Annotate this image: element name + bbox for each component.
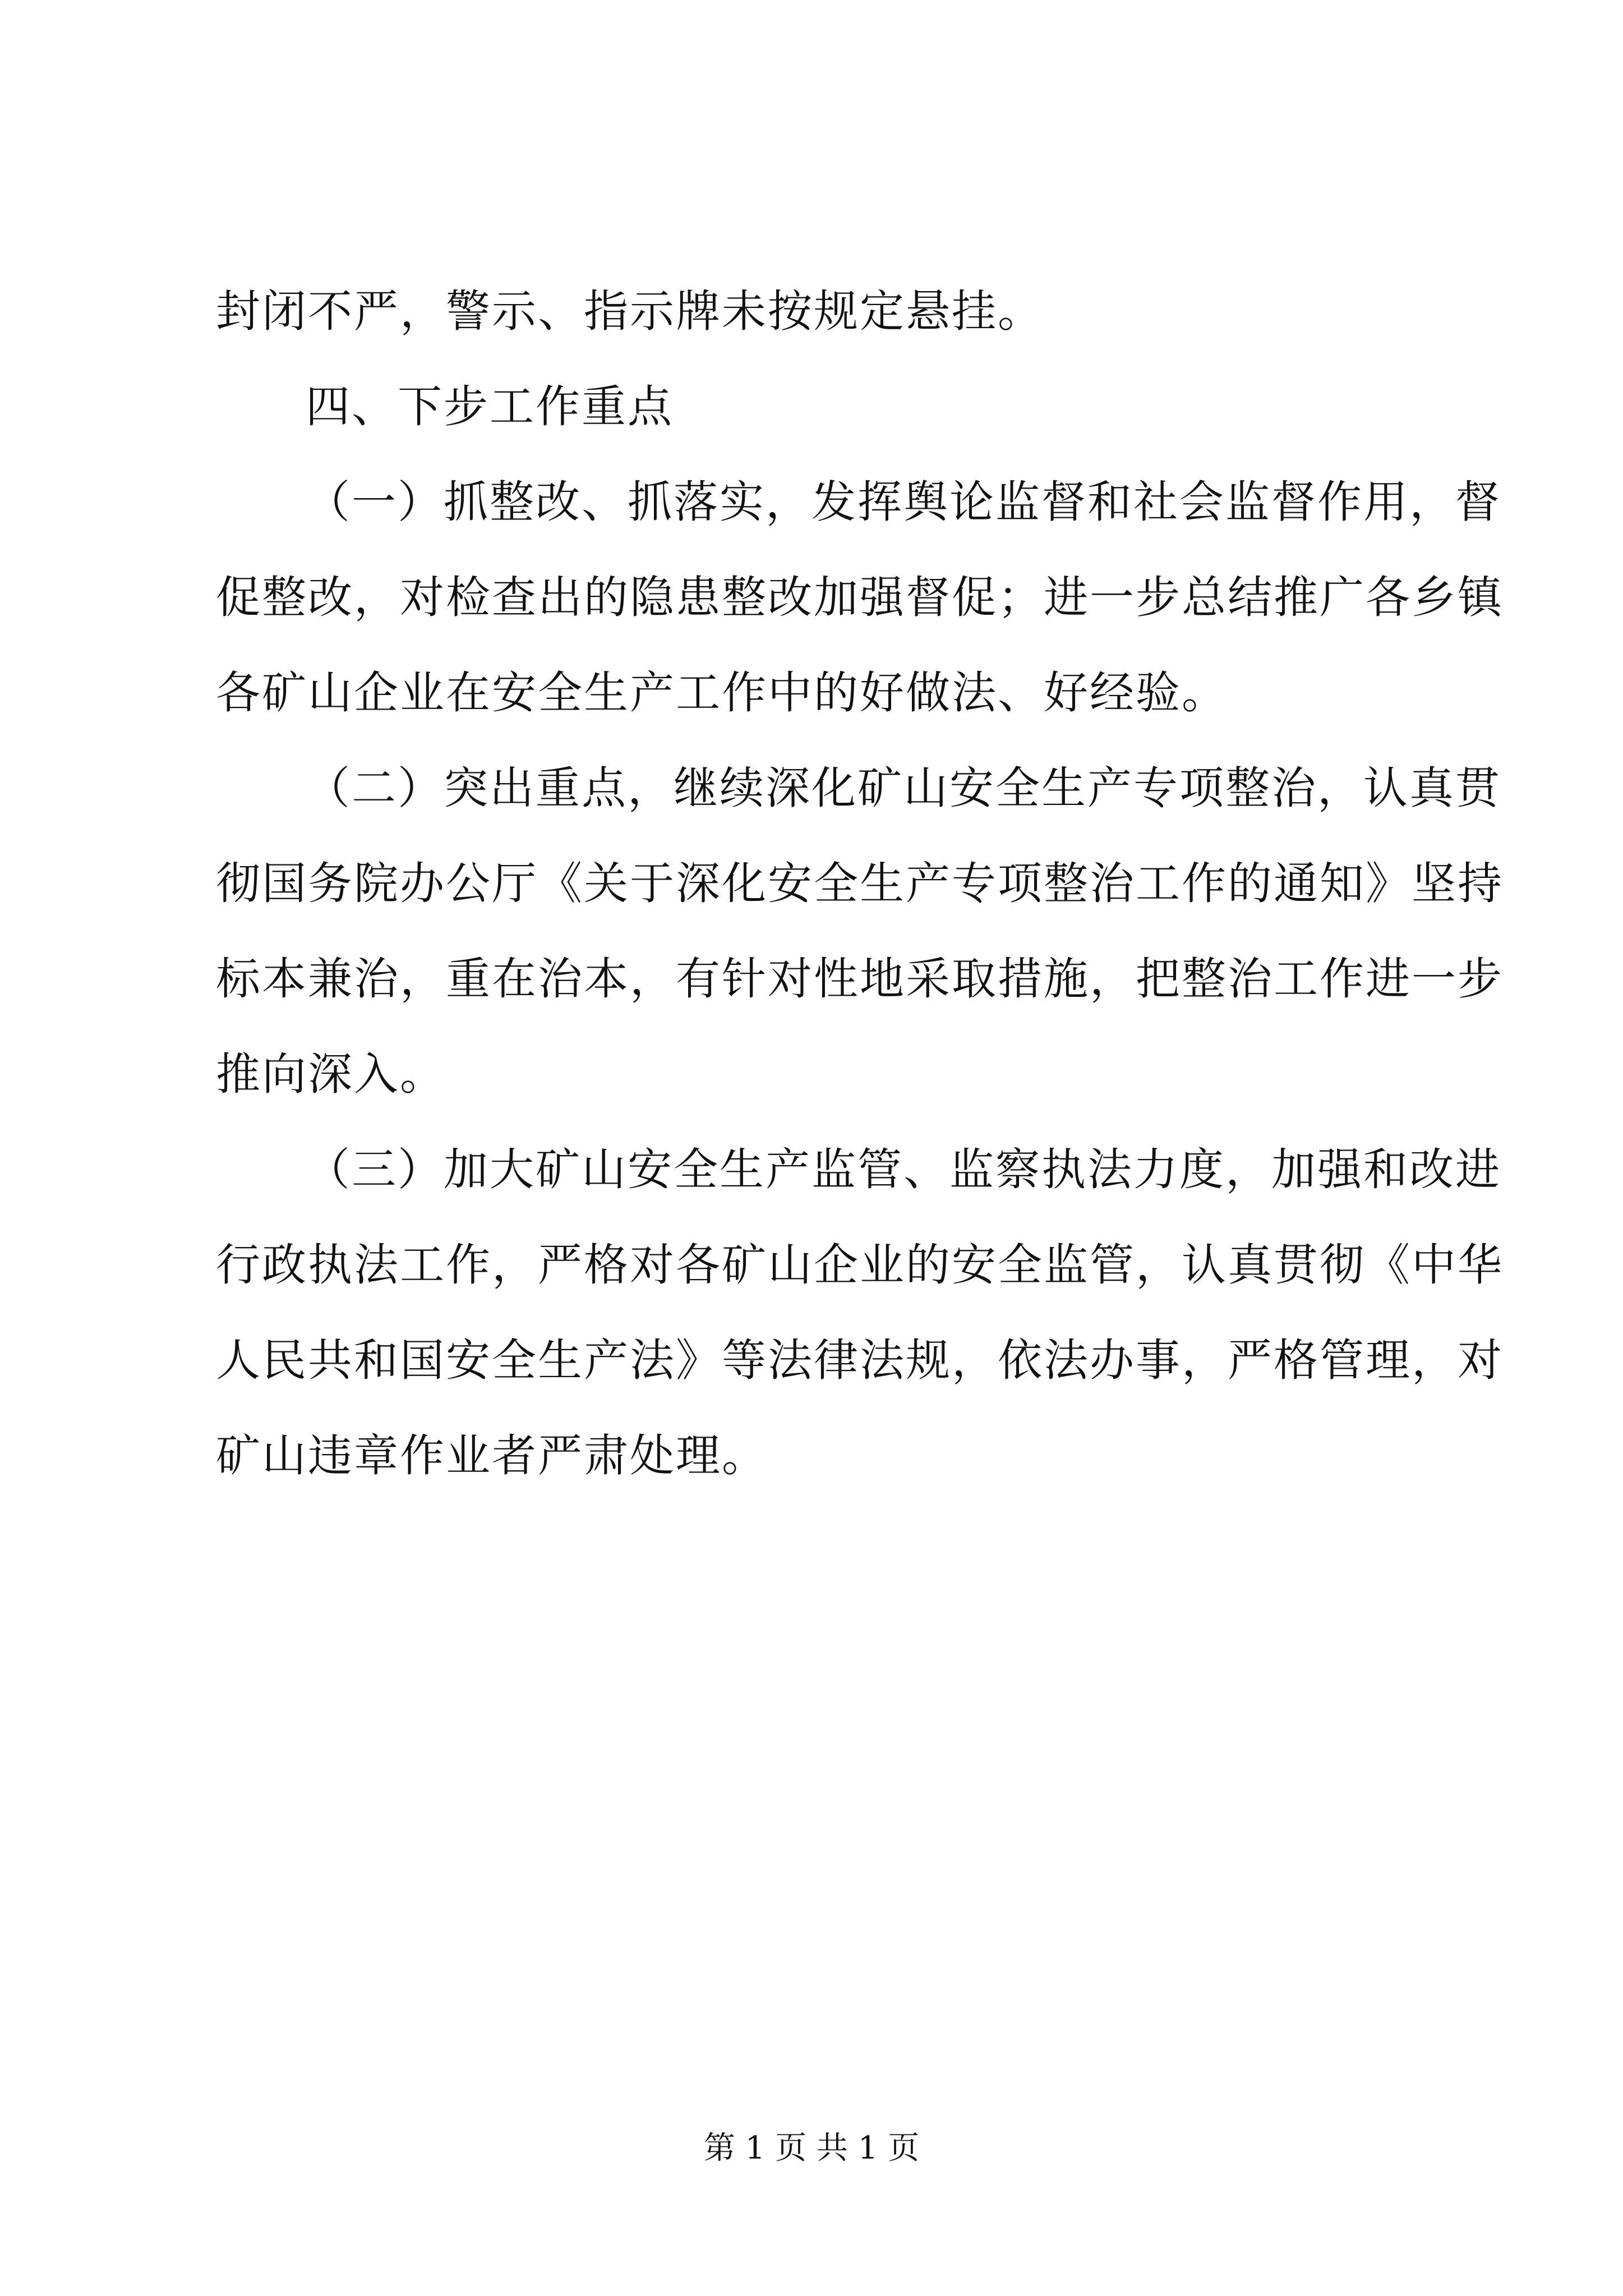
paragraph-line: 促整改，对检查出的隐患整改加强督促；进一步总结推广各乡镇 [216, 572, 1504, 623]
paragraph-line: 行政执法工作，严格对各矿山企业的安全监管，认真贯彻《中华 [216, 1239, 1504, 1291]
paragraph-line: 彻国务院办公厅《关于深化安全生产专项整治工作的通知》坚持 [216, 858, 1504, 909]
paragraph-line: 各矿山企业在安全生产工作中的好做法、好经验。 [216, 667, 1228, 719]
paragraph-line: 标本兼治，重在治本，有针对性地采取措施，把整治工作进一步 [216, 953, 1504, 1005]
paragraph-line: 推向深入。 [216, 1048, 446, 1100]
paragraph-line: 封闭不严，警示、指示牌未按规定悬挂。 [216, 286, 1044, 337]
paragraph-line: （二）突出重点，继续深化矿山安全生产专项整治，认真贯 [306, 762, 1501, 814]
paragraph-line: （一）抓整改、抓落实，发挥舆论监督和社会监督作用，督 [306, 476, 1501, 528]
paragraph-line: （三）加大矿山安全生产监管、监察执法力度，加强和改进 [306, 1144, 1501, 1195]
paragraph-line: 人民共和国安全生产法》等法律法规，依法办事，严格管理，对 [216, 1335, 1504, 1386]
page-number-footer: 第 1 页 共 1 页 [703, 2130, 920, 2166]
section-heading: 四、下步工作重点 [306, 381, 674, 432]
document-body [216, 264, 1504, 1503]
paragraph-line: 矿山违章作业者严肃处理。 [216, 1430, 768, 1481]
